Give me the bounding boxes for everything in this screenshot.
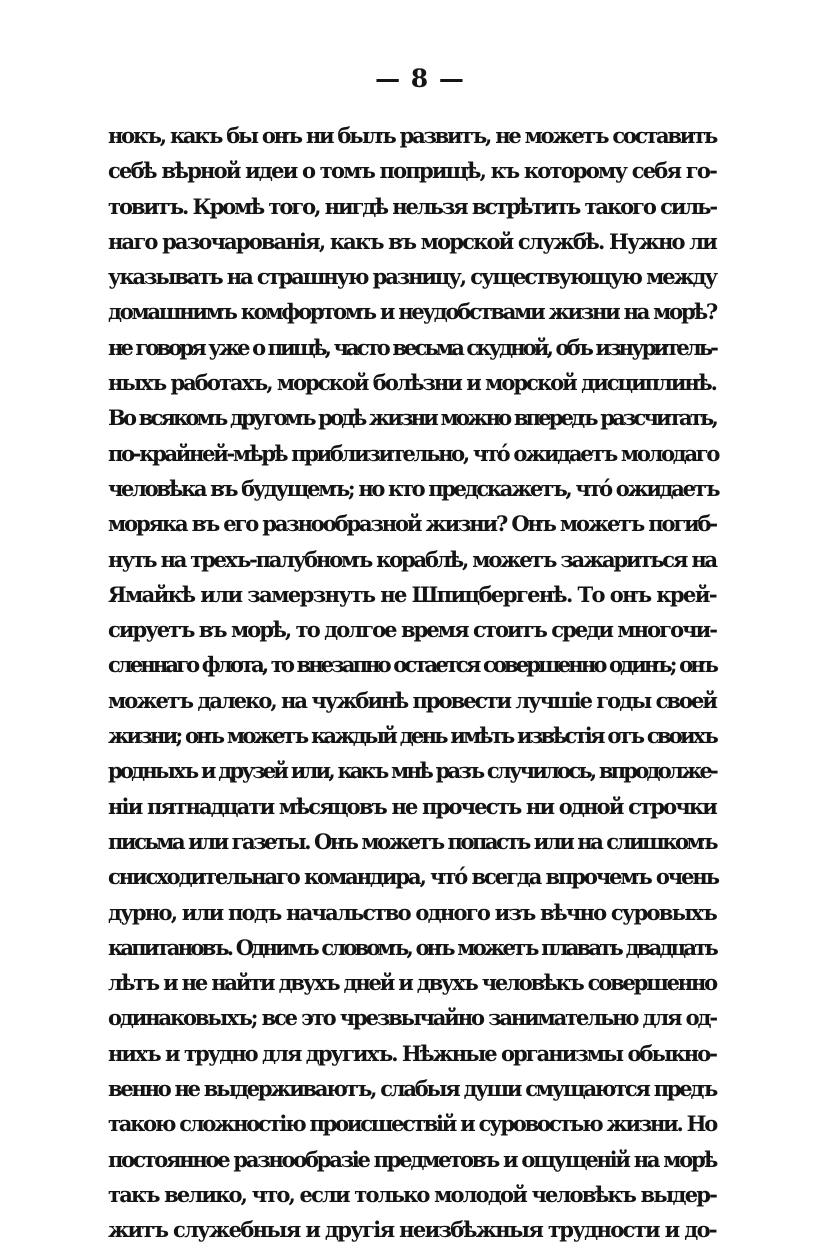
text-line: снисходительнаго командира, что́ всегда впрочемъ очень	[108, 864, 718, 890]
text-line: одинаковыхъ; все это чрезвычайно занимательно для од-	[108, 1005, 716, 1031]
text-line: себѣ вѣрной идеи о томъ поприщѣ, къ которому себя го-	[108, 158, 716, 184]
text-line: можетъ далеко, на чужбинѣ провести лучшіе годы своей	[108, 687, 716, 713]
text-line: моряка въ его разнообразной жизни? Онъ можетъ погиб-	[108, 511, 716, 537]
text-line: капитановъ. Однимъ словомъ, онъ можетъ плавать двадцать	[108, 934, 716, 960]
text-line: ныхъ работахъ, морской болѣзни и морской дисциплинѣ.	[108, 370, 716, 396]
text-line: Во всякомъ другомъ родѣ жизни можно впередъ разсчитать,	[108, 405, 716, 431]
text-line: житъ служебныя и другія неизбѣжныя трудности и до-	[108, 1217, 716, 1243]
text-line: не говоря уже о пищѣ, часто весьма скудной, объ изнуритель-	[108, 334, 716, 360]
text-line: жизни; онъ можетъ каждый день имѣть извѣстія отъ своихъ	[108, 723, 716, 749]
text-line: наго разочарованія, какъ въ морской службѣ. Нужно ли	[108, 228, 716, 254]
text-line: указывать на страшную разницу, существующую между	[108, 264, 716, 290]
text-line: такъ велико, что, если только молодой человѣкъ выдер-	[108, 1181, 716, 1207]
page-number: — 8 —	[375, 64, 465, 93]
text-line: нихъ и трудно для другихъ. Нѣжные организмы обыкно-	[108, 1040, 716, 1066]
text-line: сленнаго флота, то внезапно остается совершенно одинъ; онъ	[108, 652, 716, 678]
text-line: по-крайней-мѣрѣ приблизительно, что́ ожидаетъ молодаго	[108, 440, 719, 466]
text-line: дурно, или подъ начальство одного изъ вѣчно суровыхъ	[108, 899, 716, 925]
text-line: родныхъ и друзей или, какъ мнѣ разъ случилось, впродолже-	[108, 758, 716, 784]
text-line: человѣка въ будущемъ; но кто предскажетъ, что́ ожидаетъ	[108, 475, 719, 501]
text-line: домашнимъ комфортомъ и неудобствами жизни на морѣ?	[108, 299, 716, 325]
text-line: ніи пятнадцати мѣсяцовъ не прочесть ни одной строчки	[108, 793, 716, 819]
text-line: Ямайкѣ или замерзнуть не Шпицбергенѣ. То онъ крей-	[108, 581, 716, 607]
text-line: такою сложностію происшествій и суровостью жизни. Но	[108, 1111, 716, 1137]
text-line: постоянное разнообразіе предметовъ и ощущеній на морѣ	[108, 1146, 716, 1172]
text-line: нокъ, какъ бы онъ ни былъ развитъ, не можетъ составить	[108, 123, 716, 148]
text-line: сируетъ въ морѣ, то долгое время стоитъ среди многочи-	[108, 617, 716, 643]
text-line: венно не выдерживаютъ, слабыя души смущаются предъ	[108, 1076, 716, 1102]
text-line: товитъ. Кромѣ того, нигдѣ нельзя встрѣтить такого силь-	[108, 193, 716, 219]
text-line: письма или газеты. Онъ можетъ попасть или на слишкомъ	[108, 828, 716, 854]
text-line: нуть на трехъ-палубномъ кораблѣ, можетъ зажариться на	[108, 546, 716, 572]
text-line: лѣтъ и не найти двухъ дней и двухъ человѣкъ совершенно	[108, 970, 716, 996]
body-text	[108, 118, 719, 1248]
